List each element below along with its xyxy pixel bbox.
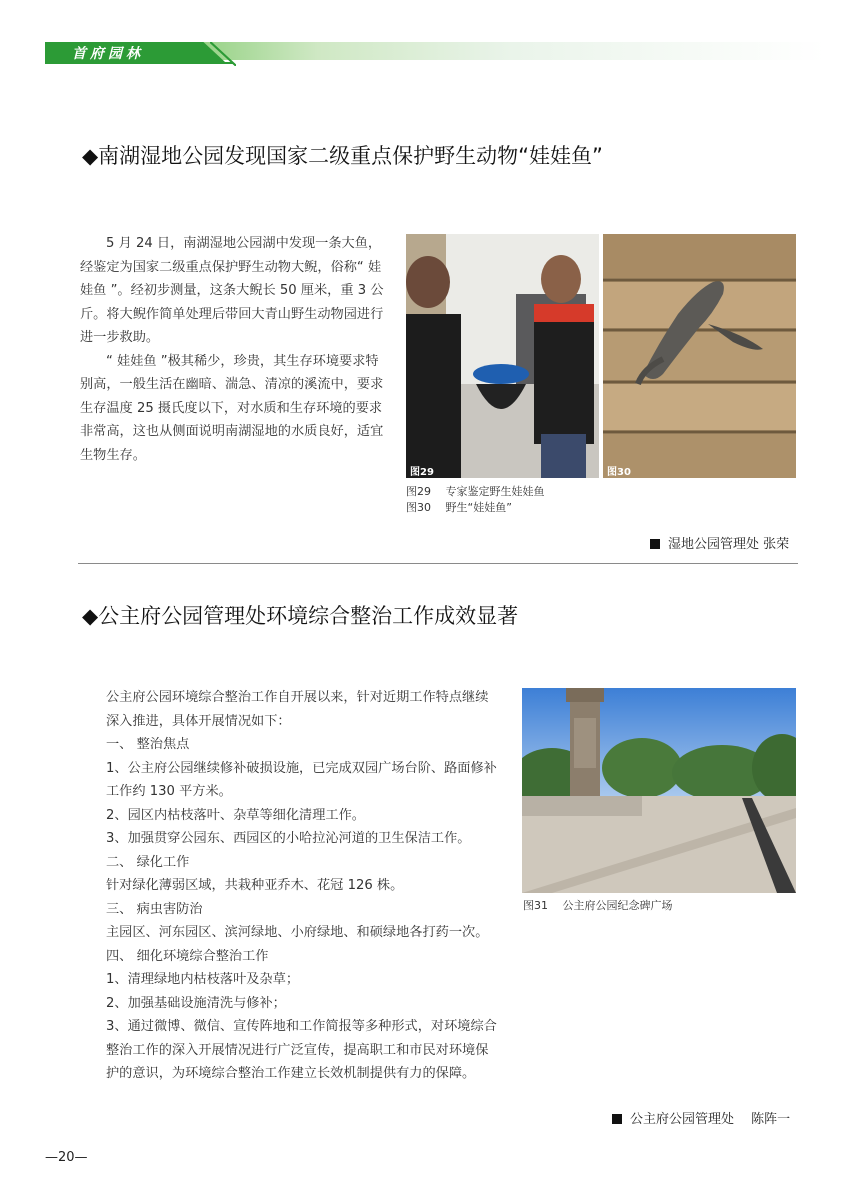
fig31-caption: 图31 公主府公园纪念碑广场	[523, 899, 673, 912]
header-underline	[45, 62, 233, 64]
section2-title: ◆公主府公园管理处环境综合整治工作成效显著	[82, 604, 519, 628]
section2-line: 3、通过微博、微信、宣传阵地和工作简报等多种形式，对环境综合整治工作的深入开展情况进行广泛宣传，提高职工和市民对环境保护的意识，为环境综合整治工作建立长效机制提供有力的保障。	[106, 1019, 497, 1081]
section2-heading: 二、 绿化工作	[106, 854, 190, 870]
section2-heading: 一、 整治焦点	[106, 737, 190, 752]
photo-giant-salamander-image	[603, 234, 796, 478]
photo-monument-square	[522, 688, 796, 893]
square-bullet-icon	[612, 1114, 622, 1124]
section1-captions	[406, 484, 545, 516]
square-bullet-icon	[650, 539, 660, 549]
section2-heading: 四、 细化环境综合整治工作	[106, 948, 269, 964]
header-title: 首府园林	[72, 46, 144, 62]
section2-line: 3、加强贯穿公园东、西园区的小哈拉沁河道的卫生保洁工作。	[106, 831, 471, 846]
section1-author	[650, 533, 789, 552]
photo-monument-square-image	[522, 688, 796, 893]
section1-paragraph: “ 娃娃鱼 ”极其稀少，珍贵，其生存环境要求特别高，一般生活在幽暗、湍急、清凉的溪流中，要求生存温度 25 摄氏度以下，对水质和生存环境的要求非常高，这也从侧面说明南湖湿地的水质良好，适宜生物生存。	[80, 353, 384, 463]
caption-line: 图30 野生“娃娃鱼”	[406, 501, 512, 514]
section1-title: ◆南湖湿地公园发现国家二级重点保护野生动物“娃娃鱼”	[82, 144, 603, 168]
header-diagonal	[210, 42, 236, 66]
photo-expert-identification	[406, 234, 599, 478]
section-divider	[78, 563, 798, 564]
section2-author-text: 公主府公园管理处 陈阵一	[630, 1112, 791, 1127]
section2-line: 2、园区内枯枝落叶、杂草等细化清理工作。	[106, 807, 365, 823]
section2-line: 针对绿化薄弱区域，共栽种亚乔木、花冠 126 株。	[106, 878, 404, 893]
section2-line: 2、加强基础设施清洗与修补；	[106, 995, 286, 1011]
section2-body	[106, 686, 501, 1086]
caption-line: 图29 专家鉴定野生娃娃鱼	[406, 485, 545, 498]
section2-author	[612, 1108, 790, 1127]
section2-line: 1、清理绿地内枯枝落叶及杂草；	[106, 972, 300, 987]
fig30-label: 图30	[607, 467, 631, 478]
page-number: —20—	[45, 1150, 88, 1165]
section2-line: 主园区、河东园区、滨河绿地、小府绿地、和硕绿地各打药一次。	[106, 925, 489, 940]
section2-line: 1、公主府公园继续修补破损设施，已完成双园广场台阶、路面修补工作约 130 平方米。	[106, 760, 497, 799]
section1-body	[80, 232, 386, 467]
photo-expert-identification-image	[406, 234, 599, 478]
section1-author-text: 湿地公园管理处 张荣	[668, 537, 790, 552]
section2-heading: 三、 病虫害防治	[106, 901, 203, 917]
section1-paragraph: 5 月 24 日，南湖湿地公园湖中发现一条大鱼，经鉴定为国家二级重点保护野生动物大鲵，俗称“ 娃娃鱼 ”。经初步测量，这条大鲵长 50 厘米，重 3 公斤。将大鲵作简单处理后带回大青山野生动物园进行进一步救助。	[80, 236, 384, 345]
photo-giant-salamander	[603, 234, 796, 478]
fig29-label: 图29	[410, 467, 434, 478]
section2-line: 公主府公园环境综合整治工作自开展以来，针对近期工作特点继续深入推进，具体开展情况如下：	[106, 690, 489, 729]
